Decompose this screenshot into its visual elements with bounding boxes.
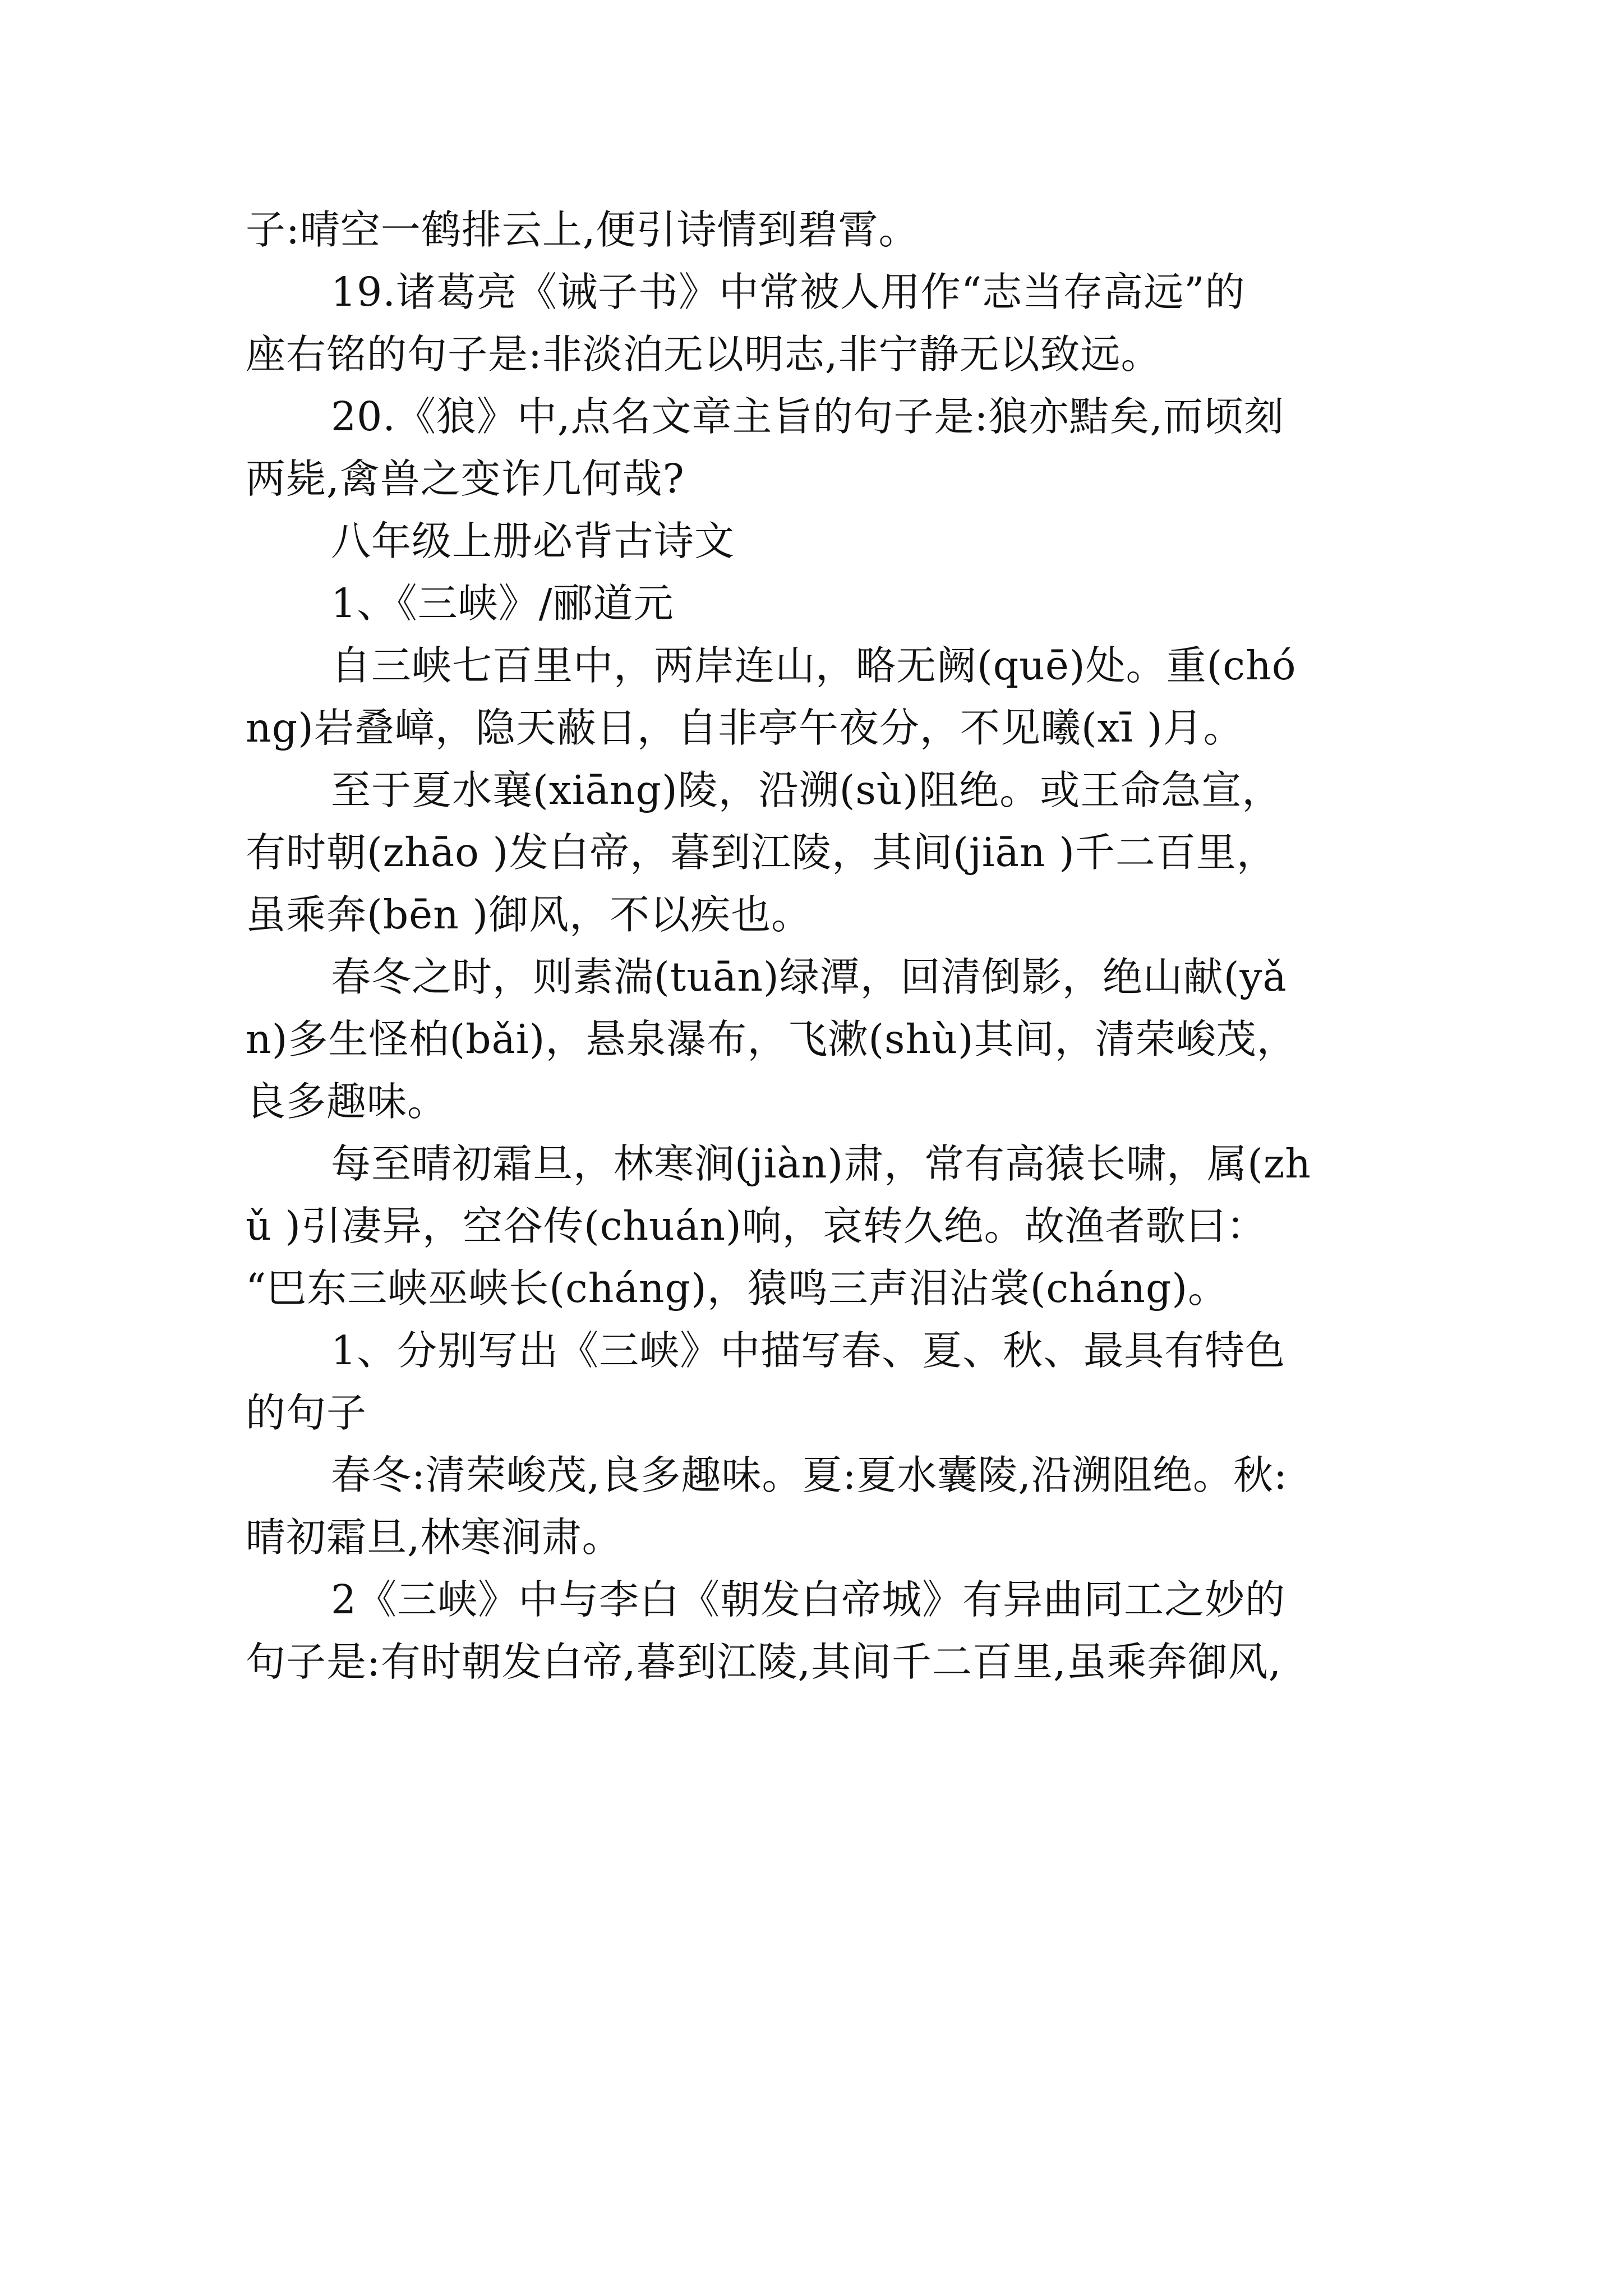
text-line: n)多生怪柏(bǎi)，悬泉瀑布，飞漱(shù)其间，清荣峻茂，: [246, 1016, 1297, 1062]
text-line: 座右铭的句子是:非淡泊无以明志,非宁静无以致远。: [246, 331, 1161, 378]
text-line: 子:晴空一鹤排云上,便引诗情到碧霄。: [246, 206, 919, 253]
question-line: 1、分别写出《三峡》中描写春、夏、秋、最具有特色: [331, 1327, 1286, 1374]
text-line: 两毙,禽兽之变诈几何哉?: [246, 455, 685, 502]
answer-line: 春冬:清荣峻茂,良多趣味。夏:夏水囊陵,沿溯阻绝。秋:: [331, 1452, 1288, 1498]
text-line: 良多趣味。: [246, 1078, 448, 1125]
text-line: 自三峡七百里中，两岸连山，略无阙(quē)处。重(chó: [331, 642, 1297, 689]
text-line: 每至晴初霜旦，林寒涧(jiàn)肃，常有高猿长啸，属(zh: [331, 1140, 1312, 1187]
text-line: 句子是:有时朝发白帝,暮到江陵,其间千二百里,虽乘奔御风,: [246, 1639, 1282, 1685]
text-line: 19.诸葛亮《诫子书》中常被人用作“志当存高远”的: [331, 269, 1246, 315]
text-line: 20.《狼》中,点名文章主旨的句子是:狼亦黠矣,而顷刻: [331, 393, 1284, 440]
text-line: 春冬之时，则素湍(tuān)绿潭，回清倒影，绝山献(yǎ: [331, 954, 1287, 1000]
text-line: 有时朝(zhāo )发白帝，暮到江陵，其间(jiān )千二百里，: [246, 829, 1277, 876]
section-heading: 八年级上册必背古诗文: [331, 518, 735, 564]
text-line: ǔ )引凄异，空谷传(chuán)响，哀转久绝。故渔者歌曰：: [246, 1203, 1267, 1249]
document-body: [246, 199, 1418, 1693]
question-line: 2《三峡》中与李白《朝发白帝城》有异曲同工之妙的: [331, 1576, 1286, 1623]
text-line: 晴初霜旦,林寒涧肃。: [246, 1514, 623, 1561]
text-line: ng)岩叠嶂，隐天蔽日，自非亭午夜分，不见曦(xī )月。: [246, 705, 1244, 751]
text-line: 的句子: [246, 1389, 367, 1436]
poem-title: 1、《三峡》/郦道元: [331, 580, 674, 627]
text-line: 虽乘奔(bēn )御风，不以疾也。: [246, 891, 812, 938]
text-line: “巴东三峡巫峡长(cháng)，猿鸣三声泪沾裳(cháng)。: [246, 1265, 1229, 1312]
text-line: 至于夏水襄(xiāng)陵，沿溯(sù)阻绝。或王命急宣，: [331, 767, 1283, 813]
